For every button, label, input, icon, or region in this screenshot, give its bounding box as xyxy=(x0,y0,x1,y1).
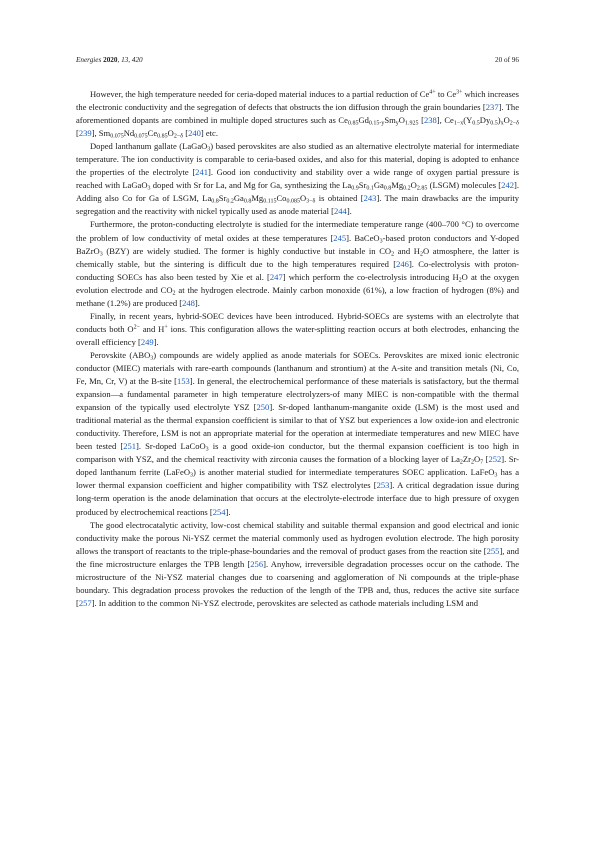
text-run: O xyxy=(473,454,481,465)
text-run: O xyxy=(410,180,417,191)
text-run: which increases the electronic conductivity and the segregation of defects that obstructs the ion diffusion through the grain boundaries [ xyxy=(76,89,519,113)
text-run: ]. Sr-doped LaCoO xyxy=(136,441,206,452)
citation-link[interactable]: 248 xyxy=(182,297,195,308)
text-run: ]. The aforementioned dopants are combined in multiple doped structures such as Ce xyxy=(76,102,519,126)
subscript: 0.8 xyxy=(211,198,219,205)
text-run: O atmosphere, the latter is chemically stable, but the sintering is difficult due to the high temperatures required [ xyxy=(76,245,519,269)
text-run: ]. Sr-doped lanthanum-manganite oxide (LSM) is the most used and traditional material as the thermal expansion coefficient is similar to that of YSZ but experiences a low oxide-ion and electronic conductivity. Therefore, LSM is not an appropriate material for the operation at intermediate temperatures and new MIEC have been tested [ xyxy=(76,402,519,452)
subscript: 2 xyxy=(459,459,463,466)
text-run: ]. Sr-doped lanthanum ferrite (LaFeO xyxy=(76,454,520,478)
text-run: ]. In addition to the common Ni-YSZ electrode, perovskites are selected as cathode materials including LSM and xyxy=(91,597,479,608)
text-run: [ xyxy=(183,128,189,139)
text-run: Ga xyxy=(373,180,384,191)
text-run: O xyxy=(167,128,174,139)
text-run: Furthermore, the proton-conducting electrolyte is studied for the intermediate temperature range (400–700 °C) to overcome the problem of low conductivity of metal oxides at these temperatures [ xyxy=(76,219,519,243)
text-run: doped with Sr for La, and Mg for Ga, synthesizing the La xyxy=(150,180,352,191)
citation-link[interactable]: 246 xyxy=(396,258,409,269)
paragraph xyxy=(76,140,519,218)
citation-link[interactable]: 253 xyxy=(376,480,390,491)
text-run: Perovskite (ABO xyxy=(90,349,151,360)
subscript: 3 xyxy=(207,146,211,153)
text-run: ]. Good ion conductivity and stability over a wide range of oxygen partial pressure is reached with LaGaO xyxy=(76,167,519,191)
subscript: 1.925 xyxy=(404,120,419,127)
text-run: has a lower thermal expansion coefficient and higher compatibility with TSZ electrolytes [ xyxy=(76,467,519,491)
citation-link[interactable]: 242 xyxy=(501,180,514,191)
text-run: Mg xyxy=(391,180,404,191)
citation-link[interactable]: 240 xyxy=(188,128,201,139)
subscript: 2 xyxy=(391,251,395,258)
text-run: is a good oxide-ion conductor, but the thermal expansion coefficient is too high in comparison with YSZ, and the chemical reactivity with zirconia causes the formation of a blocking layer of La xyxy=(76,441,519,465)
subscript: 2 xyxy=(419,251,423,258)
subscript: 0.5 xyxy=(490,120,498,127)
subscript: 2 xyxy=(470,459,474,466)
paragraph xyxy=(76,218,519,309)
body-text xyxy=(76,88,519,610)
subscript: 1−x xyxy=(453,120,464,127)
superscript: + xyxy=(164,324,168,331)
text-run: [ xyxy=(483,454,489,465)
subscript: 3 xyxy=(494,472,498,479)
subscript: 3 xyxy=(205,446,209,453)
journal-volume: , 13, 420 xyxy=(117,56,143,64)
text-run: Ce xyxy=(147,128,158,139)
text-run: Dy xyxy=(479,115,491,126)
text-run: to Ce xyxy=(435,89,457,99)
subscript: y xyxy=(395,120,399,127)
text-run: ] etc. xyxy=(200,128,218,139)
subscript: 2 xyxy=(458,277,462,284)
superscript: 3+ xyxy=(456,89,463,96)
text-run: and H xyxy=(394,245,420,256)
text-run: ] which perform the co-electrolysis introducing H xyxy=(282,271,459,282)
text-run: ]. A critical degradation issue during long-term operation is the anode delamination that occurs at the electrolyte-electrode interface due to high pressure of oxygen produced by electrochemical reactions [ xyxy=(76,480,519,517)
text-run: ) is another material studied for intermediate temperatures SOEC application. LaFeO xyxy=(193,467,495,478)
citation-link[interactable]: 251 xyxy=(123,441,137,452)
text-run: The good electrocatalytic activity, low-cost chemical stability and suitable thermal expansion and good electrical and ionic conductivity make the porous Ni-YSZ cermet the material commonly used as hydrogen evolution electrode. The high porosity allows the transport of reactants to the triple-phase-boundaries and the removal of product gases from the reaction site [ xyxy=(76,519,519,556)
text-run: Mg xyxy=(251,193,264,204)
superscript: 2− xyxy=(133,324,140,331)
text-run: Gd xyxy=(358,115,369,126)
citation-link[interactable]: 244 xyxy=(333,206,347,217)
subscript: 3 xyxy=(150,355,154,362)
text-run: ]. In general, the electrochemical performance of these materials is satisfactory, but the thermal expansion—a fundamental parameter in high temperature electrolyzers-of many MIEC is non-compatible with the thermal expansion of the typically used electrolyte YSZ [ xyxy=(76,376,519,413)
subscript: 0.1 xyxy=(366,185,374,192)
journal-citation xyxy=(76,56,143,65)
text-run: Zr xyxy=(462,454,471,465)
subscript: 0.15-y xyxy=(368,120,385,127)
text-run: ]. xyxy=(346,206,352,217)
text-run: is obtained [ xyxy=(315,193,364,204)
subscript: 0.075 xyxy=(110,133,124,140)
subscript: 3 xyxy=(99,251,103,258)
subscript: 0.8 xyxy=(243,198,252,205)
text-run: O xyxy=(398,115,405,126)
text-run: Sr xyxy=(218,193,227,204)
subscript: 0.115 xyxy=(263,198,277,205)
citation-link[interactable]: 237 xyxy=(485,102,499,113)
paragraph xyxy=(76,310,519,349)
subscript: 0.85 xyxy=(157,133,168,140)
text-run: Nd xyxy=(123,128,135,139)
subscript: 2−δ xyxy=(509,120,519,127)
subscript: 0.2 xyxy=(226,198,234,205)
text-run: ]. Co-electrolysis with proton-conducting SOECs has also been tested by Xie et al. [ xyxy=(76,258,519,282)
citation-link[interactable]: 250 xyxy=(256,402,270,413)
text-run: O xyxy=(503,115,510,126)
text-run: Finally, in recent years, hybrid-SOEC devices have been introduced. Hybrid-SOECs are systems with an electrolyte that conducts both O xyxy=(76,310,519,334)
subscript: 0.8 xyxy=(383,185,392,192)
text-run: ]. xyxy=(225,506,231,517)
subscript: 2−δ xyxy=(173,133,184,140)
text-run: ]. xyxy=(153,336,159,347)
text-run: [ xyxy=(418,115,424,126)
subscript: 0.9 xyxy=(351,185,359,192)
subscript: 7 xyxy=(480,459,484,466)
citation-link[interactable]: 256 xyxy=(250,558,264,569)
text-run: (BZY) are widely studied. The former is highly conductive but instable in CO xyxy=(102,245,392,256)
subscript: 3 xyxy=(147,185,151,192)
paragraph xyxy=(76,349,519,519)
subscript: x xyxy=(500,120,504,127)
citation-link[interactable]: 241 xyxy=(195,167,208,178)
subscript: 3−δ xyxy=(306,198,316,205)
text-run: O xyxy=(299,193,307,204)
citation-link[interactable]: 239 xyxy=(78,128,92,139)
text-run: Co xyxy=(276,193,287,204)
citation-link[interactable]: 255 xyxy=(486,545,500,556)
text-run: O at the oxygen evolution electrode and CO xyxy=(76,271,519,295)
text-run: (Y xyxy=(463,115,473,126)
citation-link[interactable]: 249 xyxy=(140,336,154,347)
subscript: 0.5 xyxy=(472,120,480,127)
text-run: ], Sm xyxy=(91,128,111,139)
text-run: Sm xyxy=(384,115,396,126)
citation-link[interactable]: 238 xyxy=(423,115,437,126)
subscript: 3 xyxy=(190,472,194,479)
citation-link[interactable]: 245 xyxy=(333,232,347,243)
text-run: ) based perovskites are also studied as an alternative electrolyte material for intermediate temperature. The ion conductivity is comparable to ceria-based oxides, and also for this material, doping is adopted to enhance the properties of the electrolyte [ xyxy=(76,141,519,178)
citation-link[interactable]: 254 xyxy=(212,506,226,517)
text-run: ions. This configuration allows the water-splitting reaction occurs at both electrodes, enhancing the overall efficiency [ xyxy=(76,323,519,347)
subscript: 0.85 xyxy=(347,120,359,127)
text-run: ) xyxy=(497,115,501,126)
text-run: ) compounds are widely applied as anode materials for SOECs. Perovskites are mixed ionic electronic conductor (MIEC) materials with rare-earth compounds (lanthanum and strontium) at the A-site and transition metals (Ni, Co, Fe, Mn, Cr, V) at the B-site [ xyxy=(76,349,519,387)
subscript: 0.075 xyxy=(134,133,148,140)
superscript: 4+ xyxy=(429,89,436,96)
citation-link[interactable]: 153 xyxy=(176,376,190,387)
page-number: 20 of 96 xyxy=(495,56,519,64)
text-run: at the hydrogen electrode. Mainly carbon monoxide (61%), a low fraction of hydrogen (8%) and methane (1.2%) are produced [ xyxy=(76,284,519,308)
subscript: 3 xyxy=(379,238,383,245)
text-run: ]. xyxy=(194,297,200,308)
journal-name: Energies xyxy=(76,56,102,64)
subscript: 2 xyxy=(172,290,176,297)
text-run: ]. Adding also Co for Ga of LSGM, La xyxy=(76,180,519,204)
citation-link[interactable]: 247 xyxy=(269,271,283,282)
text-run: and H xyxy=(139,323,165,334)
journal-year: 2020 xyxy=(103,56,118,64)
text-run: ]. Anyhow, irreversible degradation processes occur on the cathode. The microstructure of the Ni-YSZ material changes due to coarsening and agglomeration of Ni compounds at the triple-phase boundary. This degradation process provokes the reduction of the length of the TPB and, thus, reduces the active site surface [ xyxy=(76,558,519,608)
text-run: ]. BaCeO xyxy=(346,232,380,243)
text-run: Sr xyxy=(358,180,367,191)
text-run: (LSGM) molecules [ xyxy=(427,180,502,191)
citation-link[interactable]: 243 xyxy=(363,193,377,204)
text-run: Doped lanthanum gallate (LaGaO xyxy=(90,141,208,152)
text-run: [ xyxy=(76,128,79,139)
text-run: ], Ce xyxy=(436,115,454,126)
citation-link[interactable]: 257 xyxy=(78,597,92,608)
subscript: 0.2 xyxy=(403,185,411,192)
text-run: Ga xyxy=(233,193,244,204)
paragraph xyxy=(76,519,519,610)
citation-link[interactable]: 252 xyxy=(488,454,502,465)
text-run: ]. The main drawbacks are the impurity segregation and the reactivity with nickel typically used as anode material [ xyxy=(76,193,519,217)
text-run: However, the high temperature needed for ceria-doped material induces to a partial reduction of Ce xyxy=(90,89,430,99)
subscript: 2.85 xyxy=(416,185,428,192)
paragraph xyxy=(76,88,519,140)
text-run: -based proton conductors and Y-doped BaZrO xyxy=(76,232,519,256)
subscript: 0.085 xyxy=(286,198,300,205)
text-run: ], and the fine microstructure enlarges the TPB length [ xyxy=(76,545,520,569)
